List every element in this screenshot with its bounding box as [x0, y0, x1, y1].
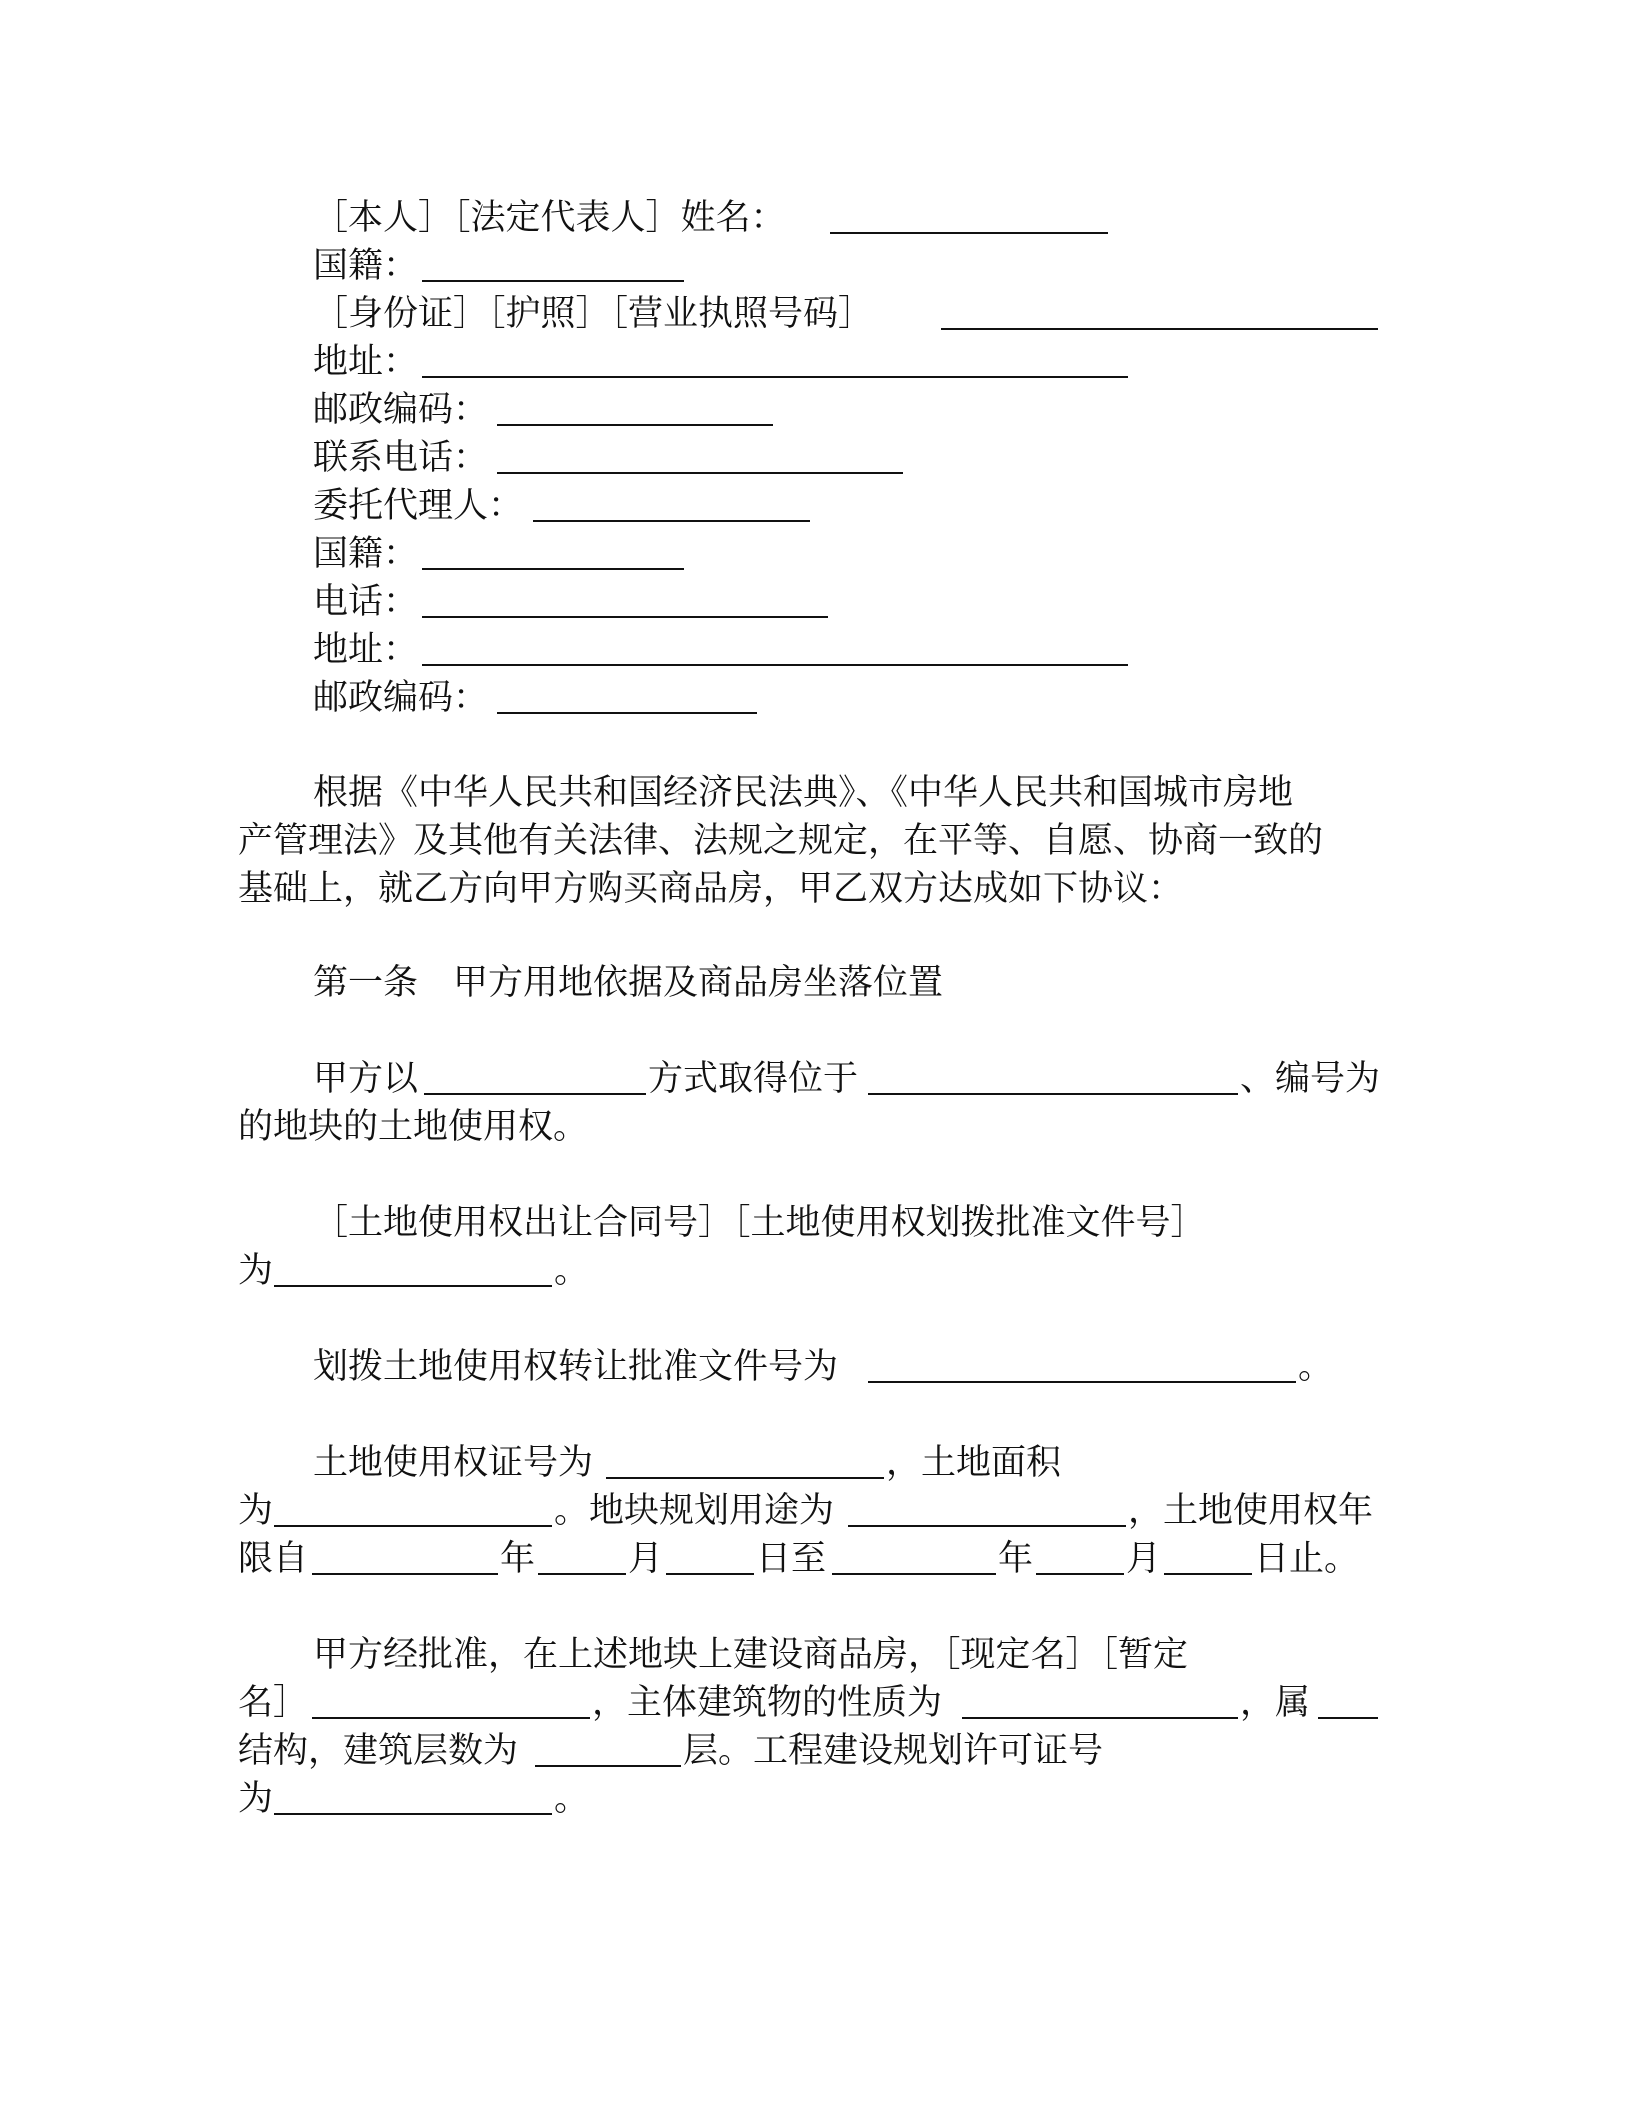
- name-blank[interactable]: [830, 232, 1108, 234]
- postcode-blank[interactable]: [497, 424, 773, 426]
- end-year-blank[interactable]: [832, 1573, 996, 1575]
- transfer-approval-blank[interactable]: [868, 1381, 1296, 1383]
- p3-text-a: 划拨土地使用权转让批准文件号为: [313, 1347, 839, 1387]
- preamble-line-3: 基础上，就乙方向甲方购买商品房，甲乙双方达成如下协议：: [238, 869, 1184, 909]
- permit-number-blank[interactable]: [274, 1813, 552, 1815]
- name-label: ［本人］［法定代表人］姓名：: [313, 198, 786, 238]
- start-year-blank[interactable]: [312, 1573, 498, 1575]
- start-month-blank[interactable]: [538, 1573, 626, 1575]
- p1-line-2: 的地块的土地使用权。: [238, 1107, 589, 1147]
- p2-end: 。: [554, 1251, 590, 1291]
- p4-year-1: 年: [500, 1539, 536, 1579]
- p5-end: 。: [554, 1779, 590, 1819]
- p4-text-d: 。地块规划用途为: [554, 1491, 835, 1531]
- p4-month-1: 月: [628, 1539, 664, 1579]
- agent-label: 委托代理人：: [313, 486, 524, 526]
- p4-text-c: 为: [238, 1491, 274, 1531]
- agent-address-blank[interactable]: [422, 664, 1128, 666]
- acquisition-method-blank[interactable]: [424, 1093, 646, 1095]
- phone-blank[interactable]: [497, 472, 903, 474]
- p5-text-e: 结构，建筑层数为: [238, 1731, 519, 1771]
- agent-address-label: 地址：: [313, 630, 419, 670]
- p1-text-c: 、编号为: [1240, 1059, 1381, 1099]
- agent-postcode-blank[interactable]: [497, 712, 757, 714]
- location-blank[interactable]: [868, 1093, 1238, 1095]
- phone-label: 联系电话：: [313, 438, 489, 478]
- p3-end: 。: [1298, 1347, 1334, 1387]
- p5-text-c: ，主体建筑物的性质为: [592, 1683, 943, 1723]
- nationality-blank[interactable]: [422, 280, 684, 282]
- land-use-blank[interactable]: [848, 1525, 1126, 1527]
- id-blank[interactable]: [941, 328, 1378, 330]
- preamble-line-2: 产管理法》及其他有关法律、法规之规定，在平等、自愿、协商一致的: [238, 821, 1324, 861]
- id-label: ［身份证］［护照］［营业执照号码］: [313, 294, 874, 334]
- land-cert-number-blank[interactable]: [606, 1477, 884, 1479]
- p5-line-1: 甲方经批准，在上述地块上建设商品房，［现定名］［暂定: [313, 1635, 1189, 1675]
- p2-line-1: ［土地使用权出让合同号］［土地使用权划拨批准文件号］: [313, 1203, 1206, 1243]
- agent-phone-blank[interactable]: [422, 616, 828, 618]
- p5-text-g: 为: [238, 1779, 274, 1819]
- agent-phone-label: 电话：: [313, 582, 419, 622]
- p4-day-1: 日至: [756, 1539, 827, 1579]
- agent-nationality-blank[interactable]: [422, 568, 684, 570]
- address-blank[interactable]: [422, 376, 1128, 378]
- agent-postcode-label: 邮政编码：: [313, 678, 489, 718]
- p4-text-b: ，土地面积: [886, 1443, 1062, 1483]
- p5-text-f: 层。工程建设规划许可证号: [683, 1731, 1104, 1771]
- preamble-line-1: 根据《中华人民共和国经济民法典》、《中华人民共和国城市房地: [313, 773, 1294, 813]
- building-name-blank[interactable]: [312, 1717, 590, 1719]
- agent-nationality-label: 国籍：: [313, 534, 419, 574]
- p5-text-b: 名］: [238, 1683, 309, 1723]
- p2-text-a: 为: [238, 1251, 274, 1291]
- end-day-blank[interactable]: [1164, 1573, 1252, 1575]
- contract-number-blank[interactable]: [274, 1285, 552, 1287]
- agent-blank[interactable]: [533, 520, 810, 522]
- p4-text-f: 限自: [238, 1539, 309, 1579]
- article-1-heading: 第一条 甲方用地依据及商品房坐落位置: [313, 963, 944, 1003]
- p1-text-b: 方式取得位于: [648, 1059, 859, 1099]
- address-label: 地址：: [313, 342, 419, 382]
- p5-text-d: ，属: [1240, 1683, 1311, 1723]
- nationality-label: 国籍：: [313, 246, 419, 286]
- p4-text-e: ，土地使用权年: [1128, 1491, 1374, 1531]
- p4-month-2: 月: [1126, 1539, 1162, 1579]
- structure-blank[interactable]: [1318, 1717, 1378, 1719]
- building-nature-blank[interactable]: [962, 1717, 1238, 1719]
- land-area-blank[interactable]: [274, 1525, 552, 1527]
- end-month-blank[interactable]: [1036, 1573, 1124, 1575]
- postcode-label: 邮政编码：: [313, 390, 489, 430]
- p4-day-2: 日止。: [1254, 1539, 1360, 1579]
- p4-text-a: 土地使用权证号为: [313, 1443, 594, 1483]
- start-day-blank[interactable]: [666, 1573, 754, 1575]
- floors-blank[interactable]: [535, 1765, 681, 1767]
- p4-year-2: 年: [998, 1539, 1034, 1579]
- p1-text-a: 甲方以: [313, 1059, 419, 1099]
